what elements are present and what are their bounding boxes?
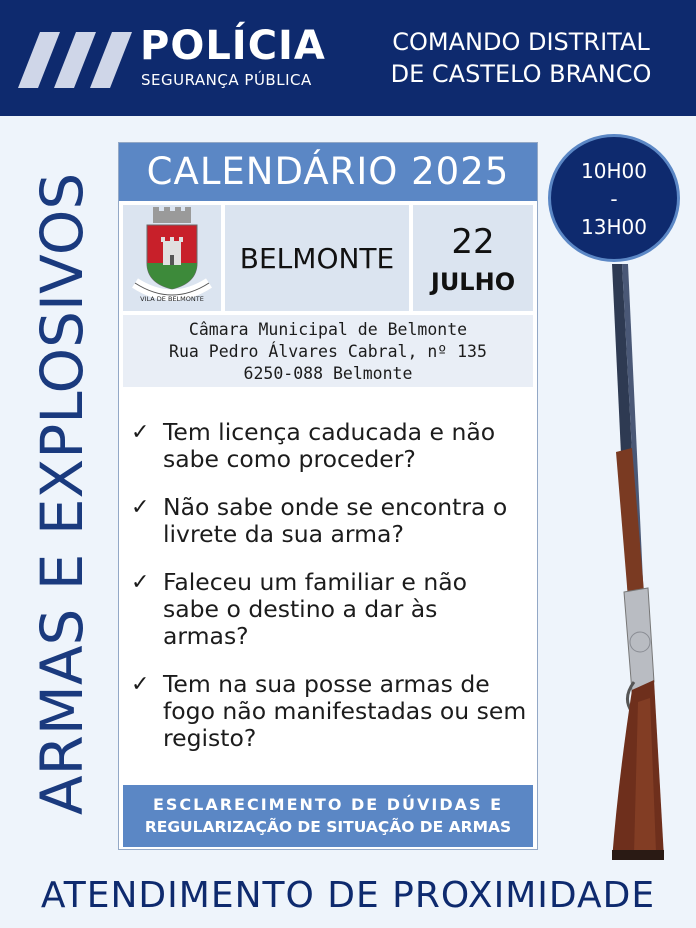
- clarification-line-2: REGULARIZAÇÃO DE SITUAÇÃO DE ARMAS: [144, 818, 512, 836]
- check-icon: ✓: [131, 672, 150, 697]
- check-icon: ✓: [131, 420, 150, 445]
- address-line-2: Rua Pedro Álvares Cabral, nº 135: [169, 342, 487, 361]
- coat-of-arms-icon: [123, 205, 221, 311]
- schedule-badge: [548, 134, 680, 262]
- address-block: [123, 315, 533, 387]
- side-title: ARMAS E EXPLOSIVOS: [28, 172, 96, 816]
- coat-of-arms-text: VILA DE BELMONTE: [140, 295, 204, 303]
- command-line-1: COMANDO DISTRITAL: [392, 28, 650, 56]
- calendar-card: [118, 142, 538, 850]
- event-month: JULHO: [430, 268, 516, 296]
- address-line-1: Câmara Municipal de Belmonte: [188, 320, 468, 339]
- coat-of-arms-cell: [123, 205, 221, 311]
- command-title: [370, 26, 672, 90]
- shotgun-icon: [578, 262, 670, 862]
- question-text: Tem na sua posse armas de fogo não manifestadas ou sem registo?: [163, 670, 527, 752]
- end-time: 13H00: [581, 215, 647, 239]
- question-list: [119, 419, 537, 773]
- date-cell: [413, 205, 533, 311]
- header-banner: [0, 0, 696, 116]
- clarification-banner: [123, 785, 533, 847]
- question-item: [119, 569, 537, 650]
- question-text: Faleceu um familiar e não sabe o destino a dar às armas?: [163, 568, 468, 650]
- start-time: 10H00: [581, 159, 647, 183]
- town-name: BELMONTE: [239, 241, 395, 275]
- clarification-line-1: ESCLARECIMENTO DE DÚVIDAS E: [152, 795, 504, 814]
- check-icon: ✓: [131, 570, 150, 595]
- brand-subtitle: SEGURANÇA PÚBLICA: [141, 71, 312, 89]
- address-line-3: 6250-088 Belmonte: [243, 364, 413, 383]
- psp-logo-stripes-icon: [18, 32, 133, 88]
- town-cell: [225, 205, 409, 311]
- question-item: [119, 419, 537, 473]
- calendar-title: CALENDÁRIO 2025: [119, 143, 537, 201]
- question-item: [119, 671, 537, 752]
- question-item: [119, 494, 537, 548]
- event-day: 22: [451, 222, 495, 262]
- question-text: Não sabe onde se encontra o livrete da sua arma?: [163, 493, 508, 548]
- time-separator: -: [610, 187, 618, 211]
- command-line-2: DE CASTELO BRANCO: [390, 60, 652, 88]
- brand-title: POLÍCIA: [140, 23, 326, 69]
- question-text: Tem licença caducada e não sabe como proceder?: [163, 418, 496, 473]
- bottom-banner: ATENDIMENTO DE PROXIMIDADE: [40, 875, 656, 916]
- location-row: [119, 201, 537, 315]
- check-icon: ✓: [131, 495, 150, 520]
